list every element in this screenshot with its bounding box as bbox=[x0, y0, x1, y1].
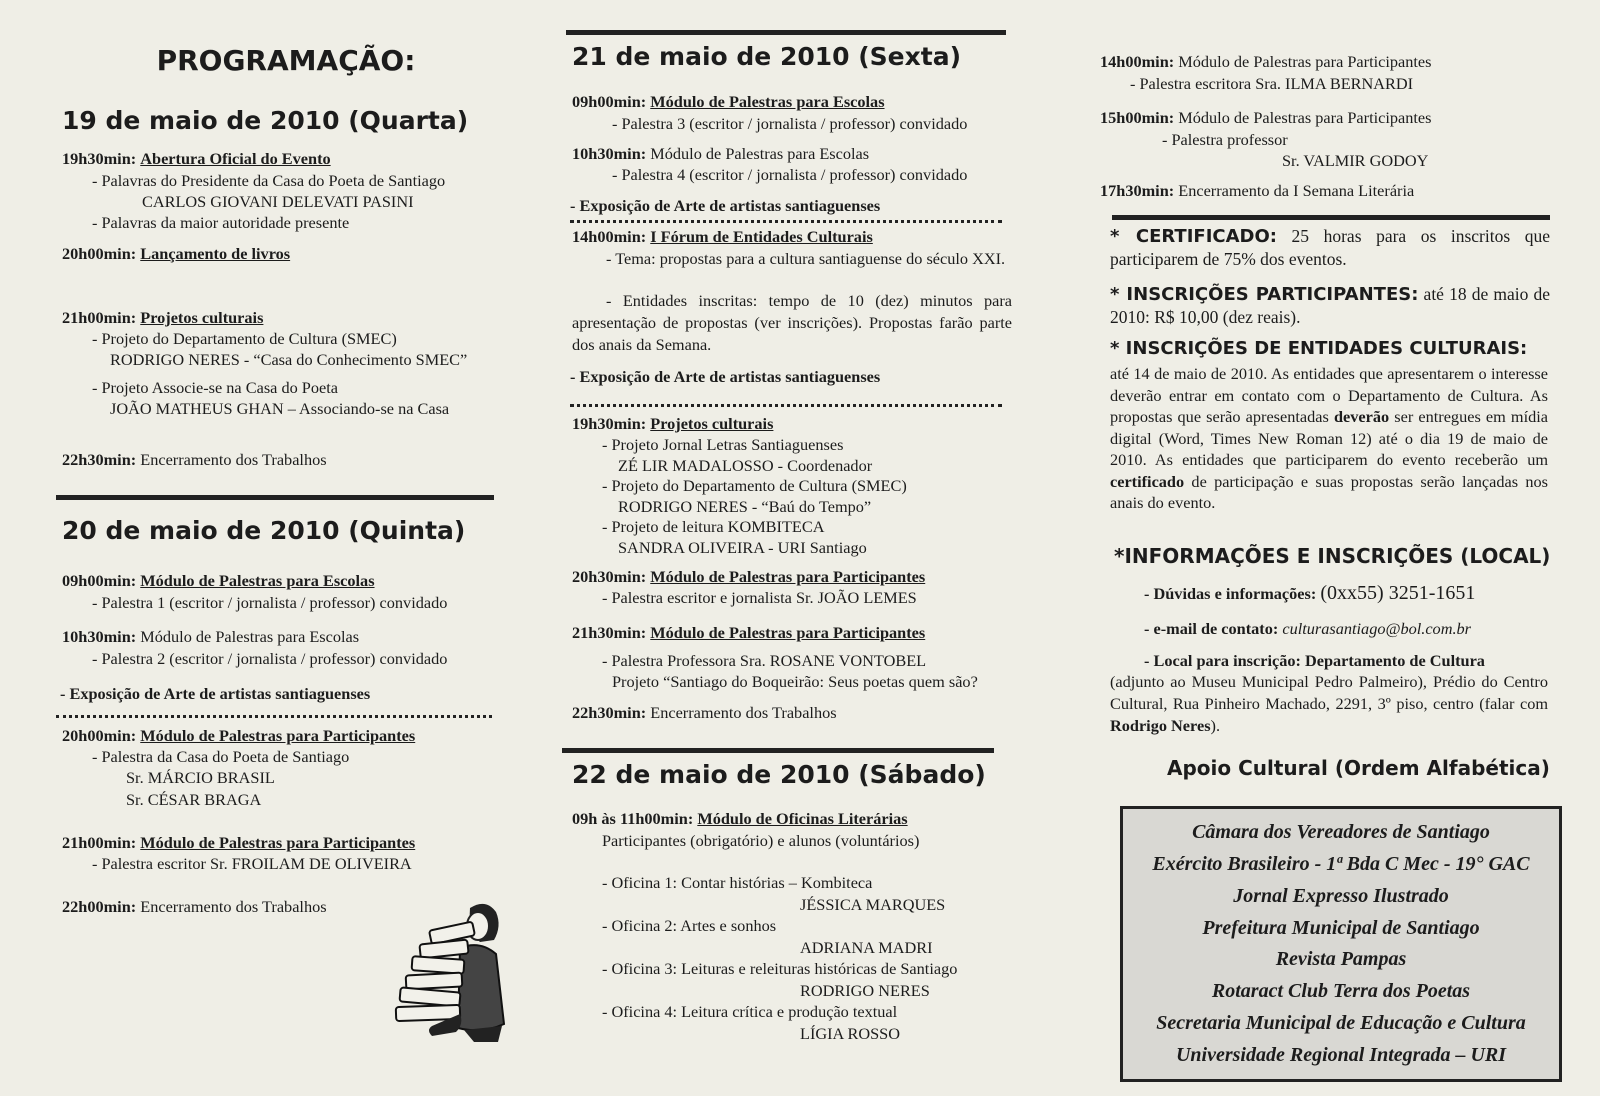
event-line: 21h30min: Módulo de Palestras para Participantes bbox=[572, 623, 926, 642]
workshop-line: - Oficina 3: Leituras e releituras históricas de Santiago bbox=[602, 959, 958, 978]
event-line: 19h30min: Projetos culturais bbox=[572, 414, 774, 433]
event-line: 22h00min: Encerramento dos Trabalhos bbox=[62, 897, 327, 916]
event-line: 20h30min: Módulo de Palestras para Participantes bbox=[572, 567, 926, 586]
section-divider bbox=[56, 495, 494, 500]
sponsor-item: Rotaract Club Terra dos Poetas bbox=[1211, 980, 1471, 1003]
event-detail: - Palestra escritor e jornalista Sr. JOÃO LEMES bbox=[602, 588, 917, 607]
event-detail: - Palavras do Presidente da Casa do Poeta de Santiago bbox=[92, 171, 446, 190]
event-detail: - Palestra Professora Sra. ROSANE VONTOBEL bbox=[602, 651, 927, 670]
workshop-leader: JÉSSICA MARQUES bbox=[800, 895, 946, 914]
contact-phone: - Dúvidas e informações: (0xx55) 3251-1651 bbox=[1144, 582, 1476, 604]
event-detail: SANDRA OLIVEIRA - URI Santiago bbox=[618, 538, 867, 557]
event-detail: Projeto “Santiago do Boqueirão: Seus poetas quem são? bbox=[612, 672, 978, 691]
local-info-heading: *INFORMAÇÕES E INSCRIÇÕES (LOCAL) bbox=[1114, 544, 1551, 568]
support-heading: Apoio Cultural (Ordem Alfabética) bbox=[1167, 756, 1550, 780]
workshop-leader: LÍGIA ROSSO bbox=[800, 1024, 900, 1043]
day-20-heading: 20 de maio de 2010 (Quinta) bbox=[62, 516, 466, 545]
event-detail: - Palestra 4 (escritor / jornalista / professor) convidado bbox=[612, 165, 968, 184]
event-detail: - Projeto de leitura KOMBITECA bbox=[602, 517, 825, 536]
event-detail: - Palestra escritora Sra. ILMA BERNARDI bbox=[1130, 74, 1414, 93]
event-detail: - Projeto Jornal Letras Santiaguenses bbox=[602, 435, 844, 454]
page-title: PROGRAMAÇÃO: bbox=[156, 44, 416, 77]
forum-theme: - Tema: propostas para a cultura santiaguense do século XXI. bbox=[606, 249, 1006, 268]
event-detail: RODRIGO NERES - “Baú do Tempo” bbox=[618, 497, 872, 516]
entity-registration-text: até 14 de maio de 2010. As entidades que apresentarem o interesse deverão entrar em contato com o Departamento de Cultura. As propostas que serão apresentadas deverão ser entregues em mídia digital (Word, Times New Roman 12) até o dia 19 de maio de 2010. As entidades que participarem do evento receberão um certificado de participação e suas propostas serão lançadas nos anais do evento. bbox=[1110, 364, 1549, 512]
day-19-heading: 19 de maio de 2010 (Quarta) bbox=[62, 106, 469, 135]
event-detail: - Palestra professor bbox=[1162, 130, 1288, 149]
event-line: 14h00min: I Fórum de Entidades Culturais bbox=[572, 227, 873, 246]
event-line: 19h30min: Abertura Oficial do Evento bbox=[62, 149, 331, 168]
registration-location-label: - Local para inscrição: Departamento de Cultura bbox=[1144, 651, 1485, 670]
event-detail: - Projeto do Departamento de Cultura (SMEC) bbox=[92, 329, 397, 348]
workshop-leader: RODRIGO NERES bbox=[800, 981, 930, 1000]
event-detail: JOÃO MATHEUS GHAN – Associando-se na Casa bbox=[110, 399, 450, 418]
sponsor-item: Secretaria Municipal de Educação e Cultura bbox=[1156, 1011, 1526, 1034]
entity-registration-heading: * INSCRIÇÕES DE ENTIDADES CULTURAIS: bbox=[1110, 338, 1528, 359]
event-line: 15h00min: Módulo de Palestras para Participantes bbox=[1100, 108, 1432, 127]
event-detail: Sr. VALMIR GODOY bbox=[1282, 151, 1429, 170]
sponsor-item: Revista Pampas bbox=[1275, 948, 1407, 971]
person-carrying-books-icon bbox=[390, 896, 514, 1044]
event-line: 22h30min: Encerramento dos Trabalhos bbox=[572, 703, 837, 722]
event-detail: - Projeto do Departamento de Cultura (SMEC) bbox=[602, 476, 907, 495]
event-detail: - Palestra escritor Sr. FROILAM DE OLIVEIRA bbox=[92, 854, 412, 873]
section-divider bbox=[562, 748, 994, 753]
workshop-leader: ADRIANA MADRI bbox=[800, 938, 933, 957]
dotted-divider bbox=[56, 715, 492, 718]
event-line: 17h30min: Encerramento da I Semana Literária bbox=[1100, 181, 1415, 200]
sponsor-item: Universidade Regional Integrada – URI bbox=[1175, 1043, 1507, 1066]
exhibition-line: - Exposição de Arte de artistas santiaguenses bbox=[570, 367, 881, 386]
event-detail: - Projeto Associe-se na Casa do Poeta bbox=[92, 378, 338, 397]
sponsors-box bbox=[1120, 806, 1562, 1082]
event-line: 09h00min: Módulo de Palestras para Escolas bbox=[62, 571, 375, 590]
day-22-heading: 22 de maio de 2010 (Sábado) bbox=[572, 760, 986, 789]
section-divider bbox=[566, 30, 1006, 35]
event-detail: ZÉ LIR MADALOSSO - Coordenador bbox=[618, 456, 873, 475]
event-detail: - Palestra da Casa do Poeta de Santiago bbox=[92, 747, 350, 766]
event-line: 21h00min: Módulo de Palestras para Participantes bbox=[62, 833, 416, 852]
event-detail: Sr. MÁRCIO BRASIL bbox=[126, 768, 275, 787]
section-divider bbox=[1112, 215, 1550, 220]
sponsor-item: Exército Brasileiro - 1ª Bda C Mec - 19° GAC bbox=[1152, 853, 1530, 876]
event-line: 09h00min: Módulo de Palestras para Escolas bbox=[572, 92, 885, 111]
sponsor-item: Prefeitura Municipal de Santiago bbox=[1202, 916, 1480, 939]
sponsor-item: Jornal Expresso Ilustrado bbox=[1233, 884, 1449, 907]
sponsor-item: Câmara dos Vereadores de Santiago bbox=[1192, 821, 1490, 844]
event-line: 20h00min: Lançamento de livros bbox=[62, 244, 291, 263]
event-detail: RODRIGO NERES - “Casa do Conhecimento SMEC” bbox=[110, 350, 468, 369]
event-line: 10h30min: Módulo de Palestras para Escolas bbox=[572, 144, 870, 163]
workshop-line: - Oficina 2: Artes e sonhos bbox=[602, 916, 777, 935]
event-detail: - Palavras da maior autoridade presente bbox=[92, 213, 350, 232]
event-line: 20h00min: Módulo de Palestras para Participantes bbox=[62, 726, 416, 745]
event-detail: Sr. CÉSAR BRAGA bbox=[126, 790, 262, 809]
event-detail: - Palestra 3 (escritor / jornalista / professor) convidado bbox=[612, 114, 968, 133]
exhibition-line: - Exposição de Arte de artistas santiaguenses bbox=[570, 196, 881, 215]
workshop-line: - Oficina 4: Leitura crítica e produção textual bbox=[602, 1002, 898, 1021]
day-21-heading: 21 de maio de 2010 (Sexta) bbox=[572, 42, 962, 71]
event-detail: - Palestra 1 (escritor / jornalista / professor) convidado bbox=[92, 593, 448, 612]
registration-location-text: (adjunto ao Museu Municipal Pedro Palmeiro), Prédio do Centro Cultural, Rua Pinheiro Machado, 2291, 3º piso, centro (falar com Rodrigo Neres). bbox=[1110, 672, 1548, 735]
event-line: 22h30min: Encerramento dos Trabalhos bbox=[62, 450, 327, 469]
dotted-divider bbox=[570, 220, 1002, 223]
event-line: 21h00min: Projetos culturais bbox=[62, 308, 264, 327]
event-detail: Participantes (obrigatório) e alunos (voluntários) bbox=[602, 831, 920, 850]
workshop-line: - Oficina 1: Contar histórias – Kombiteca bbox=[602, 873, 873, 892]
registration-info: * INSCRIÇÕES PARTICIPANTES: até 18 de maio de 2010: R$ 10,00 (dez reais). bbox=[1110, 284, 1550, 327]
event-detail: - Palestra 2 (escritor / jornalista / professor) convidado bbox=[92, 649, 448, 668]
contact-email: - e-mail de contato: culturasantiago@bol.com.br bbox=[1144, 619, 1472, 638]
forum-entities: - Entidades inscritas: tempo de 10 (dez) minutos para apresentação de propostas (ver inscrições). Propostas farão parte dos anais da Semana. bbox=[572, 291, 1012, 354]
dotted-divider bbox=[570, 404, 1002, 407]
event-line: 14h00min: Módulo de Palestras para Participantes bbox=[1100, 52, 1432, 71]
exhibition-line: - Exposição de Arte de artistas santiaguenses bbox=[60, 684, 371, 703]
event-line: 10h30min: Módulo de Palestras para Escolas bbox=[62, 627, 360, 646]
event-line: 09h às 11h00min: Módulo de Oficinas Literárias bbox=[572, 809, 908, 828]
certificate-info: * CERTIFICADO: 25 horas para os inscritos que participarem de 75% dos eventos. bbox=[1110, 226, 1550, 269]
event-detail: CARLOS GIOVANI DELEVATI PASINI bbox=[142, 192, 414, 211]
